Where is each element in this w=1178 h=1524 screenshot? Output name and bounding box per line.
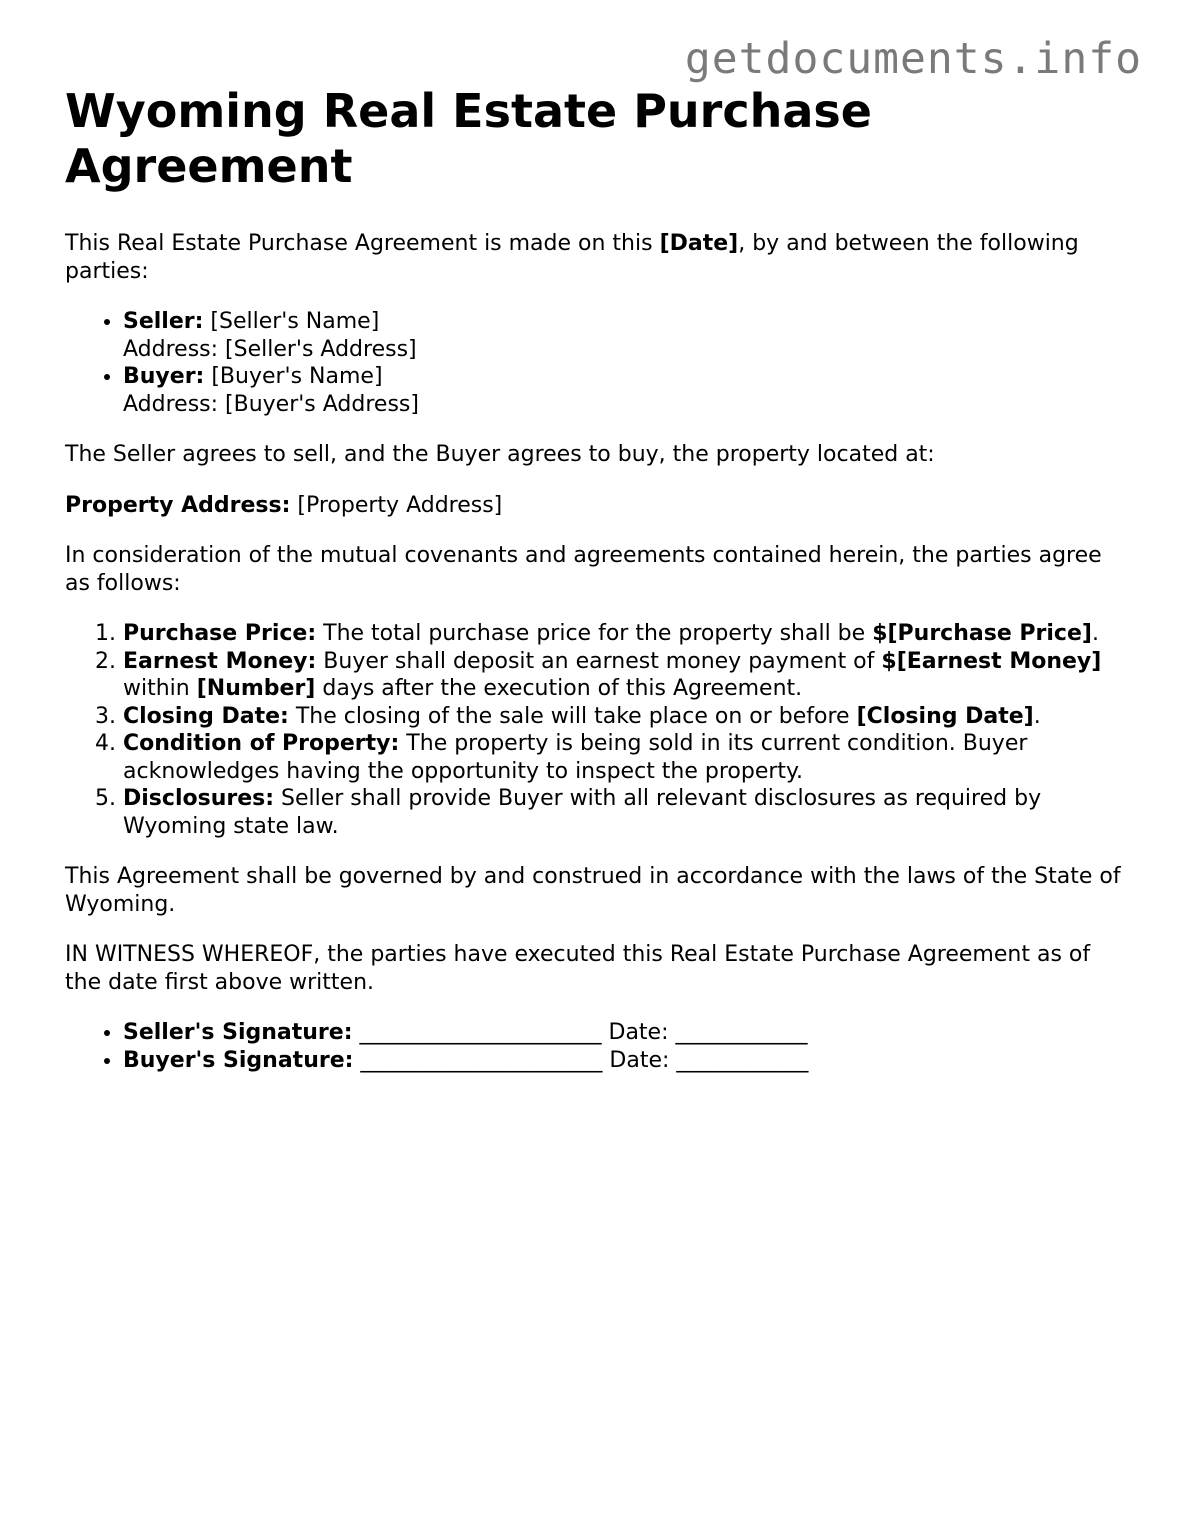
governing-law-paragraph: This Agreement shall be governed by and construed in accordance with the laws of the State of Wyoming. [65, 864, 1121, 917]
sell-statement: The Seller agrees to sell, and the Buyer agrees to buy, the property located at: [65, 442, 935, 467]
buyer-name: [Buyer's Name] [204, 364, 383, 389]
party-buyer [123, 363, 1125, 418]
term-purchase-price: 1. Purchase Price: The total purchase price for the property shall be $[Purchase Price]. [123, 620, 1125, 648]
signatures-list [65, 1019, 1125, 1074]
witness-paragraph: IN WITNESS WHEREOF, the parties have executed this Real Estate Purchase Agreement as of the date first above written. [65, 942, 1091, 995]
date-placeholder: [Date] [659, 231, 739, 256]
seller-address-label: Address: [123, 336, 226, 362]
parties-list [65, 308, 1125, 418]
property-address [65, 492, 1125, 520]
document-title: Wyoming Real Estate Purchase Agreement [65, 84, 872, 193]
watermark: getdocuments.info [684, 34, 1142, 84]
term-earnest-money: 2. Earnest Money: Buyer shall deposit an earnest money payment of $[Earnest Money] within [Number] days after the execution of this Agreement. [123, 648, 1125, 703]
seller-label: Seller: [123, 309, 204, 334]
seller-address: [Seller's Address] [225, 336, 417, 362]
buyer-address: [Buyer's Address] [225, 391, 419, 417]
intro-paragraph: This Real Estate Purchase Agreement is made on this [Date], by and between the following parties: [65, 231, 1079, 284]
seller-name: [Seller's Name] [203, 309, 380, 334]
buyer-label: Buyer: [123, 364, 205, 389]
property-address-label: Property Address: [65, 492, 291, 518]
buyer-address-label: Address: [123, 391, 226, 417]
document-page [65, 84, 1125, 1097]
buyer-signature-line: • Buyer's Signature: ______________________ Date: ____________ [123, 1047, 1125, 1075]
term-disclosures: 5. Disclosures: Seller shall provide Buyer with all relevant disclosures as required by Wyoming state law. [123, 785, 1125, 840]
seller-signature-line: • Seller's Signature: ______________________ Date: ____________ [123, 1019, 1125, 1047]
terms-list [65, 620, 1125, 840]
party-seller [123, 308, 1125, 363]
term-condition: 4. Condition of Property: The property is being sold in its current condition. Buyer acknowledges having the opportunity to inspect the property. [123, 730, 1125, 785]
consideration-paragraph: In consideration of the mutual covenants and agreements contained herein, the parties agree as follows: [65, 543, 1102, 596]
term-closing-date: 3. Closing Date: The closing of the sale will take place on or before [Closing Date]. [123, 703, 1125, 731]
property-address-value: [Property Address] [290, 492, 503, 518]
